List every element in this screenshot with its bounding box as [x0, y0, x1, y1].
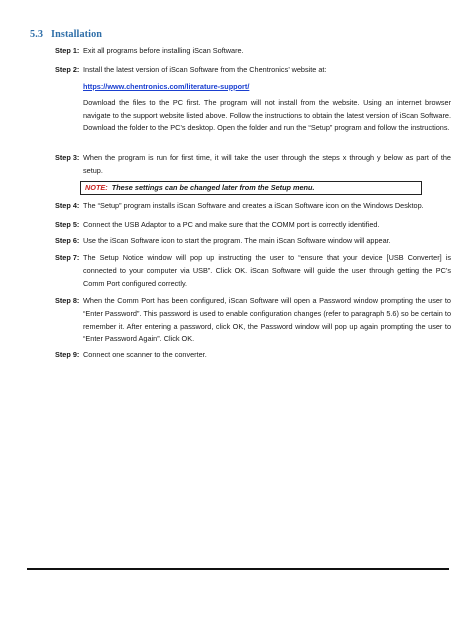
step-text: When the program is run for first time, it will take the user through the steps x through y below as part of the setup.: [83, 153, 451, 175]
step-9: [55, 349, 451, 362]
download-instructions: Download the files to the PC first. The program will not install from the website. Using an internet browser navigate to the support website listed above. Follow the instructions to obtain the latest version of iScan Software. Download the folder to the PC’s desktop. Open the folder and run the “Setup” program and follow the instructions.: [83, 98, 451, 133]
step-text: The Setup Notice window will pop up instructing the user to “ensure that your device [USB Converter] is connected to your computer via USB”. Click OK. iScan Software will guide the user through getting the PC’s Comm Port configured correctly.: [83, 253, 451, 288]
step-label: Step 8:: [55, 296, 80, 305]
footer-divider: [27, 568, 449, 570]
section-heading: [30, 29, 102, 40]
step-4: [55, 200, 451, 213]
step-3: [55, 152, 451, 178]
note-label: NOTE:: [85, 183, 108, 192]
step-label: Step 4:: [55, 201, 80, 210]
step-2: [55, 64, 451, 77]
step-text: Use the iScan Software icon to start the program. The main iScan Software window will appear.: [83, 236, 391, 245]
step-text: Exit all programs before installing iScan Software.: [83, 46, 244, 55]
step-8: [55, 295, 451, 346]
step-label: Step 2:: [55, 65, 80, 74]
support-website-link[interactable]: https://www.chentronics.com/literature-support/: [83, 82, 250, 91]
step-label: Step 6:: [55, 236, 80, 245]
step-label: Step 1:: [55, 46, 80, 55]
step-text: Connect the USB Adaptor to a PC and make sure that the COMM port is correctly identified.: [83, 220, 380, 229]
step-label: Step 7:: [55, 253, 80, 262]
section-number: 5.3: [30, 29, 44, 40]
step-5: [55, 219, 451, 232]
section-title: Installation: [51, 29, 103, 40]
step-text: When the Comm Port has been configured, iScan Software will open a Password window prompting the user to “Enter Password”. This password is used to enable configuration changes (refer to paragraph 5.6) so be certain to remember it. After entering a password, click OK, the Password window will pop up again prompting the user to “Enter Password Again”. Click OK.: [83, 296, 451, 344]
note-text: These settings can be changed later from the Setup menu.: [111, 183, 315, 192]
step-1: [55, 45, 451, 58]
note-box: [80, 181, 422, 195]
step-text: Connect one scanner to the converter.: [83, 350, 207, 359]
step-7: [55, 252, 451, 290]
step-6: [55, 235, 451, 248]
step-label: Step 3:: [55, 153, 80, 162]
step-label: Step 9:: [55, 350, 80, 359]
step-text: Install the latest version of iScan Software from the Chentronics’ website at:: [83, 65, 327, 74]
step-text: The “Setup” program installs iScan Software and creates a iScan Software icon on the Windows Desktop.: [83, 201, 424, 210]
step-label: Step 5:: [55, 220, 80, 229]
